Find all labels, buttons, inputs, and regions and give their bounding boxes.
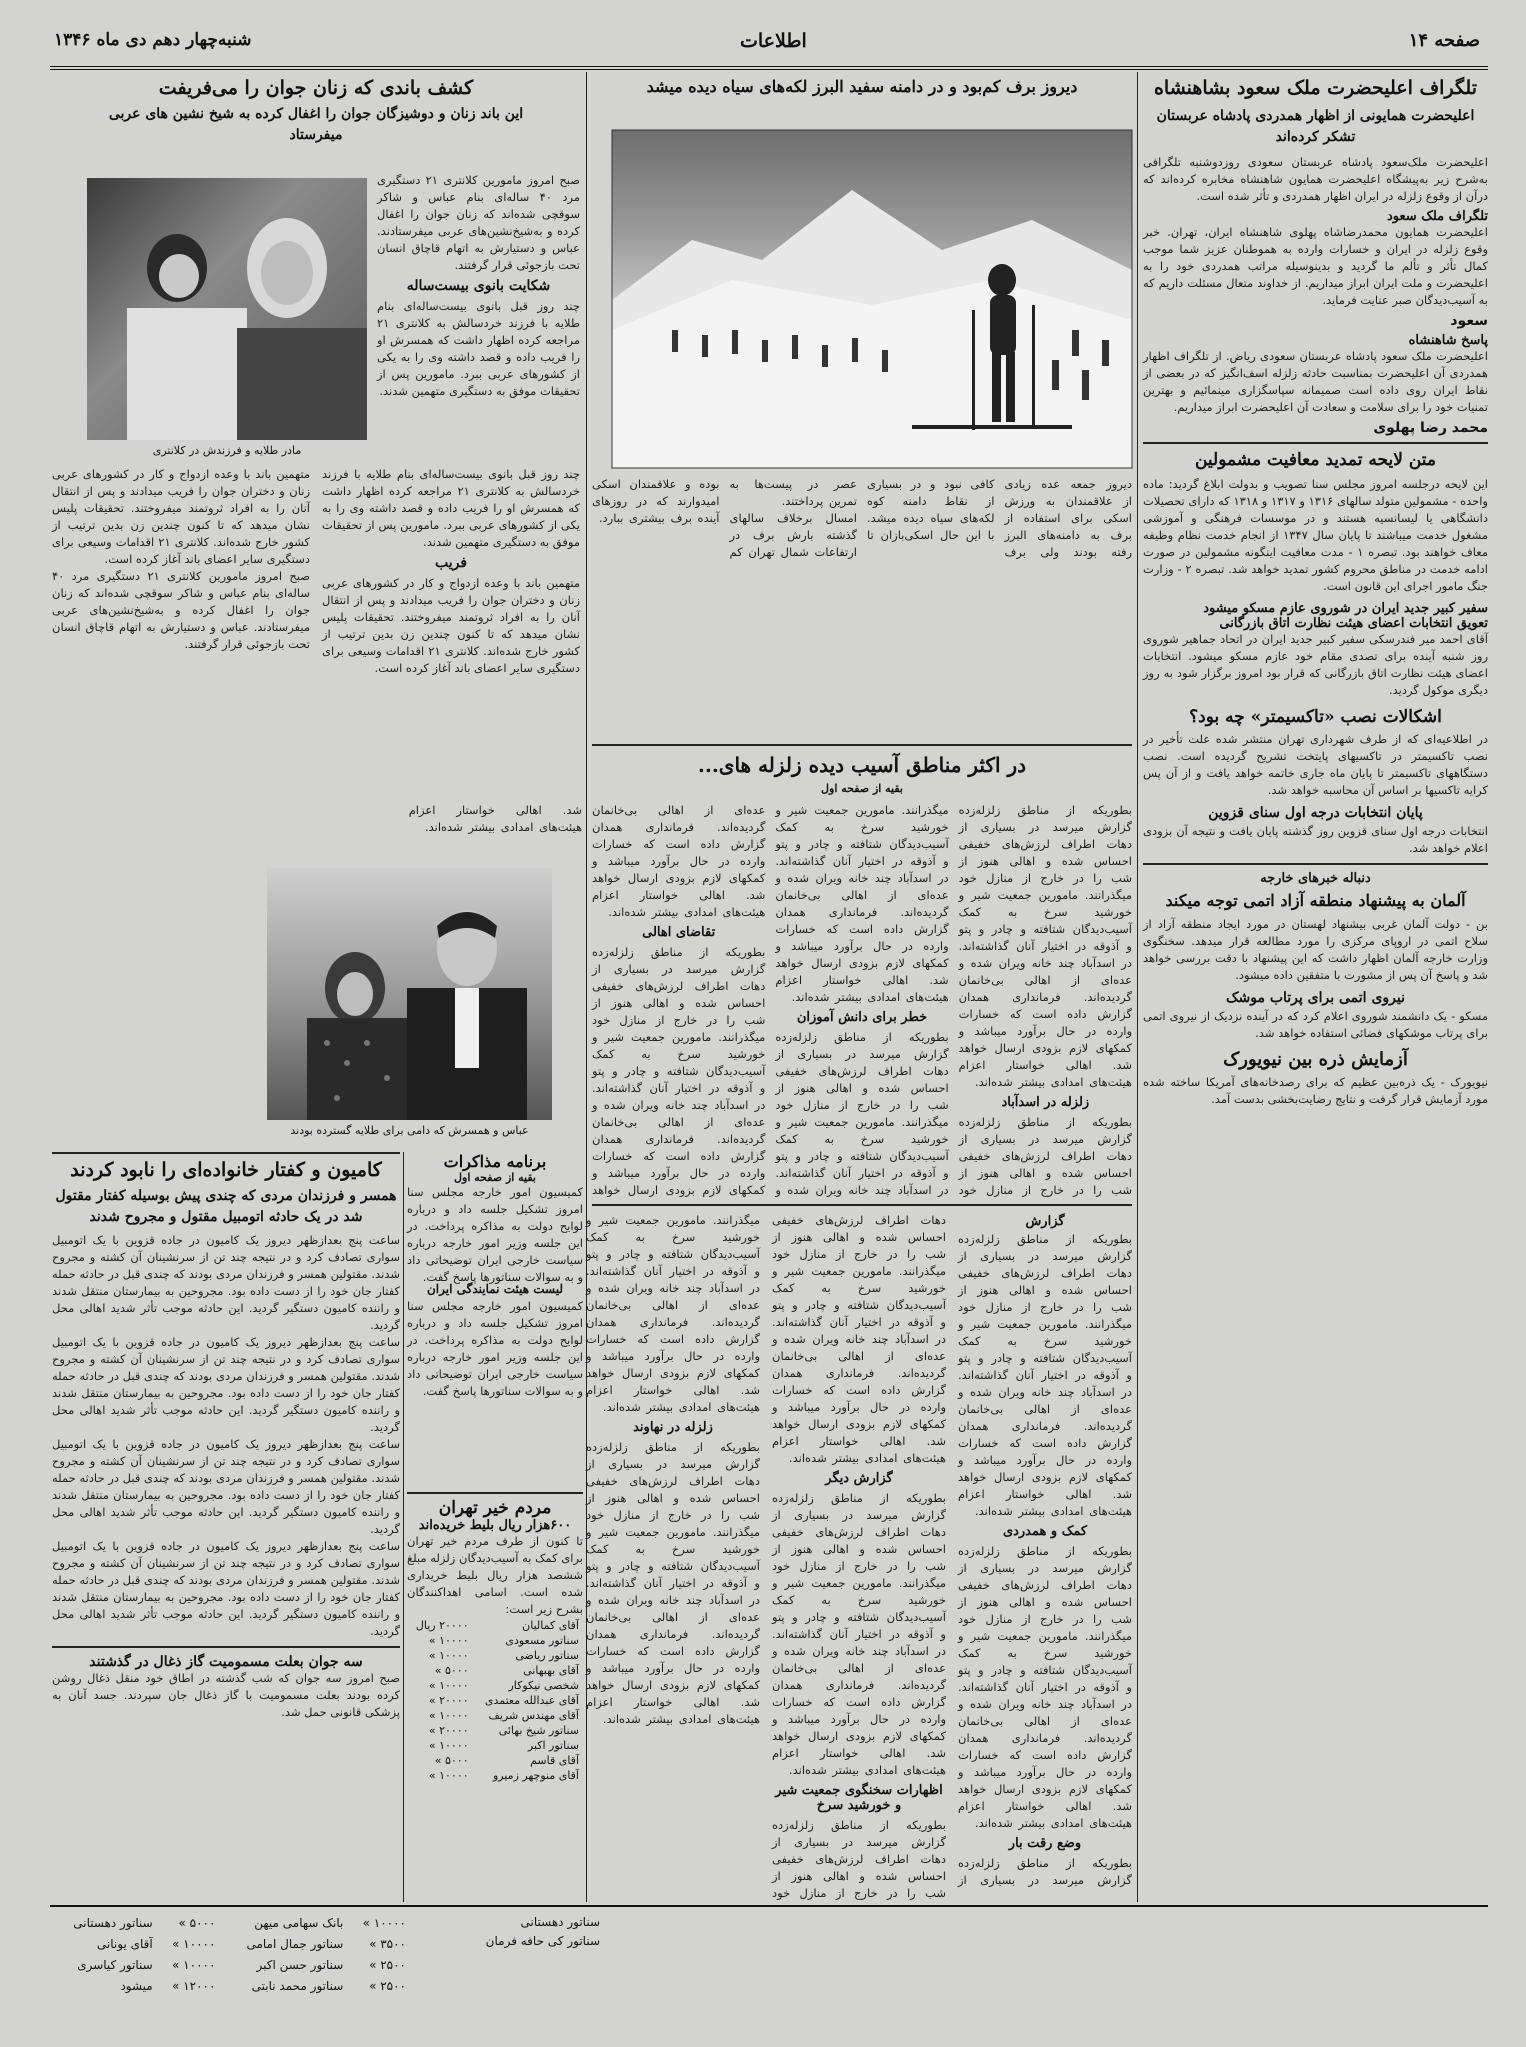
saud-body2: اعلیحضرت همایون محمدرضا‌شاه پهلوی شاهنشاه ایران، تهران. خبر وقوع زلزله در ایران و خسارات وارده به هموطنان عزیز شما موجب کمال تأثر و تألم ما گردید و بدینوسیله مراتب همدردی خود را به اعلیحضرت و ملت ایران ابراز میداریم. از خداوند متعال مسئلت داریم که به آسیب‌دیدگان صبر عنایت فرماید.: [1143, 225, 1488, 307]
table-row: [50, 1976, 410, 1997]
table-cell: ۵۰۰۰ »: [178, 1916, 216, 1930]
donor-amount: ۱۰۰۰۰ »: [428, 1709, 469, 1722]
table-cell: بانک سهامی میهن: [254, 1916, 344, 1930]
column-rule: [1137, 72, 1138, 1902]
couple-art: [267, 868, 552, 1120]
signature-saud: سعود: [1450, 313, 1488, 329]
section-rule: [592, 1204, 1132, 1206]
couple-photo: [267, 868, 552, 1120]
foreign-news-head: دنباله خبرهای خارجه: [1260, 871, 1371, 886]
headline-quake: در اکثر مناطق آسیب دیده زلزله های...: [697, 753, 1027, 777]
donor-amount: ۲۰۰۰۰ »: [428, 1724, 469, 1737]
quake-body: بطوریکه از مناطق زلزله‌زده گزارش میرسد در بسیاری از دهات اطراف لرزش‌های خفیفی احساس شده و اهالی هنوز از شب را در خارج از منازل خود میگذرانند. مامورین جمعیت شیر و خورشید سرخ به کمک آسیب‌دیدگان شتافته و چادر و پتو و آذوقه در اختیار آنان گذاشته‌اند. در اسدآباد چند خانه ویران شده و عده‌ای از اهالی بی‌خانمان گردیده‌اند. فرمانداری همدان گزارش داده است که خسارات وارده در حال برآورد میباشد و کمکهای لازم بزودی ارسال خواهد شد. اهالی خواستار اعزام هیئت‌های امدادی بیشتر شده‌اند.: [958, 1544, 1132, 1830]
donor-row: [407, 1633, 583, 1648]
table-cell: سناتور دهستانی: [73, 1916, 153, 1930]
donor-amount: ۱۰۰۰۰ »: [428, 1769, 469, 1782]
donor-row: [407, 1723, 583, 1738]
quake-body: بطوریکه از مناطق زلزله‌زده گزارش میرسد در بسیاری از دهات اطراف لرزش‌های خفیفی احساس شده و اهالی هنوز از شب را در خارج از منازل خود میگذرانند. مامورین جمعیت شیر و خورشید سرخ به کمک آسیب‌دیدگان شتافته و چادر و پتو و آذوقه در اختیار آنان گذاشته‌اند. در اسدآباد چند خانه ویران شده و عده‌ای از اهالی بی‌خانمان گردیده‌اند. فرمانداری همدان گزارش داده است که خسارات وارده در حال برآورد میباشد و کمکهای لازم بزودی ارسال خواهد شد. اهالی خواستار اعزام هیئت‌های امدادی بیشتر شده‌اند.: [775, 803, 1132, 1197]
truck-body: ساعت پنج بعدازظهر دیروز یک کامیون در جاده قزوین با یک اتومبیل سواری تصادف کرد و در نتیجه چند تن از سرنشینان آن کشته و مجروح شدند. مقتولین همسر و فرزندان مردی بودند که چندی قبل در حادثه حمله کفتار جان خود را از دست داده بود. مجروحین به بیمارستان منتقل شدند و راننده کامیون دستگیر گردید. این حادثه موجب تأثر شدید اهالی محل گردید.: [52, 1539, 400, 1638]
table-cell: ۱۰۰۰۰ »: [172, 1937, 216, 1951]
headline-taximeter: اشکالات نصب «تاکسیمتر» چه بود؟: [1189, 707, 1442, 727]
snow-body-b: امسال برخلاف سالهای گذشته بارش برف در ارتفاعات شمال تهران کم بوده و علاقمندان اسکی امیدوارند که در روزهای آینده برف بیشتری ببارد.: [592, 477, 857, 559]
donor-amount: ۵۰۰۰ »: [434, 1754, 469, 1767]
donor-name: سناتور اکبر: [527, 1739, 579, 1752]
column-rule: [403, 1152, 404, 1902]
donor-amount: ۱۰۰۰۰ »: [428, 1739, 469, 1752]
headline-gang: کشف باندی که زنان جوان را می‌فریفت: [158, 77, 474, 99]
gang-body-b: چند روز قبل بانوی بیست‌ساله‌ای بنام طلایه با فرزند خردسالش به کلانتری ۲۱ مراجعه کرده اظهار داشت که همسرش او را فریب داده و قصد داشته وی را به یکی از کشورهای عربی ببرد. مامورین پس از تحقیقات موفق به دستگیری متهمین شدند.: [377, 299, 580, 398]
gang-body-c: متهمین باند با وعده ازدواج و کار در کشورهای عربی زنان و دختران جوان را فریب میدادند و پس از انتقال آنان را به افراد ثروتمند میفروختند. تحقیقات پلیس نشان میدهد که تا کنون چندین زن بدین ترتیب از کشور خارج شده‌اند. کلانتری ۲۱ اقدامات وسیعی برای دستگیری سایر اعضای باند آغاز کرده است.: [322, 576, 580, 675]
woman-child-photo: [87, 178, 367, 440]
lower-left-column: [52, 1152, 400, 1902]
program-follow: بقیه از صفحه اول: [454, 1171, 536, 1184]
quake-sub-8: اظهارات سخنگوی جمعیت شیر و خورشید سرخ: [775, 1783, 943, 1813]
table-cell: ۳۵۰۰ »: [369, 1937, 406, 1951]
donor-amount: ۱۰۰۰۰ »: [428, 1634, 469, 1647]
section-rule: [592, 744, 1132, 746]
quake-body: بطوریکه از مناطق زلزله‌زده گزارش میرسد در بسیاری از دهات اطراف لرزش‌های خفیفی احساس شده و اهالی هنوز از شب را در خارج از منازل خود میگذرانند. مامورین جمعیت شیر و خورشید سرخ به کمک آسیب‌دیدگان شتافته و چادر و پتو و آذوقه در اختیار آنان گذاشته‌اند. در اسدآباد چند خانه ویران شده و عده‌ای از اهالی بی‌خانمان گردیده‌اند. فرمانداری همدان گزارش داده است که خسارات وارده در حال برآورد میباشد و کمکهای لازم بزودی ارسال خواهد شد. اهالی خواستار اعزام هیئت‌های امدادی بیشتر شده‌اند.: [958, 803, 1132, 1089]
quake-body: بطوریکه از مناطق زلزله‌زده گزارش میرسد در بسیاری از دهات اطراف لرزش‌های خفیفی احساس شده و اهالی هنوز از شب را در خارج از منازل خود میگذرانند. مامورین جمعیت شیر و خورشید سرخ به کمک آسیب‌دیدگان شتافته و چادر و پتو و آذوقه در اختیار آنان گذاشته‌اند. در اسدآباد چند خانه ویران شده و عده‌ای از اهالی بی‌خانمان گردیده‌اند. فرمانداری همدان گزارش داده است که خسارات وارده در حال برآورد میباشد و کمکهای لازم بزودی ارسال خواهد شد. اهالی خواستار اعزام هیئت‌های امدادی بیشتر شده‌اند.: [592, 803, 949, 1197]
right-column: [1143, 76, 1488, 1901]
bottom-table-mid: [420, 1913, 600, 1951]
donor-row: [407, 1693, 583, 1708]
table-cell: ۱۰۰۰۰ »: [172, 1958, 216, 1972]
ski-photo-art: [612, 130, 1132, 468]
newyork-body: نیویورک - یک ذره‌بین عظیم که برای رصدخانه‌های آمریکا ساخته شده مورد آزمایش قرار گرفت و نتایج رضایت‌بخشی بدست آمد.: [1143, 1075, 1488, 1106]
headline-gas: سه جوان بعلت مسمومیت گاز ذغال در گذشتند: [89, 1654, 363, 1670]
donor-name: شخصی نیکوکار: [508, 1679, 579, 1692]
item-head-1: سفیر کبیر جدید ایران در شوروی عازم مسکو میشود: [1203, 601, 1488, 616]
donor-row: [407, 1618, 583, 1633]
donor-row: [407, 1708, 583, 1723]
table-cell: میشود: [120, 1979, 153, 1993]
caption-woman-child: مادر طلایه و فرزندش در کلانتری: [152, 444, 302, 457]
table-cell: سناتور دهستانی: [520, 1915, 600, 1929]
quake-sub-4: گزارش: [1025, 1214, 1065, 1229]
donor-name: آقای مهندس شریف: [488, 1709, 579, 1722]
donor-row: [407, 1738, 583, 1753]
paper-name: اطلاعات: [740, 30, 807, 52]
donor-name: سناتور مسعودی: [505, 1634, 579, 1647]
table-row: [50, 1913, 410, 1934]
people-body: تا کنون از طرف مردم خیر تهران برای کمک به آسیب‌دیدگان زلزله مبلغ ششصد هزار ریال بلیط خریداری شده است. اسامی اهداکنندگان بشرح زیر است:: [407, 1534, 583, 1616]
gang-story-body: [52, 466, 580, 886]
quake-follow: بقیه از صفحه اول: [821, 782, 903, 795]
quake-sub-2: خطر برای دانش آموزان: [796, 1010, 928, 1025]
reply-head: پاسخ شاهنشاه: [1408, 333, 1488, 348]
germany-body: بن - دولت آلمان غربی بیشنهاد لهستان در مورد ایجاد منطقه آزاد از سلاح اتمی در اروپای مرکزی را مورد مطالعه قرار میدهد. سخنگوی وزارت خارجه آلمان اظهار داشت که این پیشنهاد با دقت بررسی خواهد شد و پاسخ آن پس از مشورت با متفقین داده میشود.: [1143, 917, 1488, 982]
truck-body: ساعت پنج بعدازظهر دیروز یک کامیون در جاده قزوین با یک اتومبیل سواری تصادف کرد و در نتیجه چند تن از سرنشینان آن کشته و مجروح شدند. مقتولین همسر و فرزندان مردی بودند که چندی قبل در حادثه حمله کفتار جان خود را از دست داده بود. مجروحین به بیمارستان منتقل شدند و راننده کامیون دستگیر گردید. این حادثه موجب تأثر شدید اهالی محل گردید.: [52, 1437, 400, 1536]
table-cell: ۱۲۰۰۰ »: [172, 1979, 216, 1993]
donor-name: سناتور شیخ بهائی: [498, 1724, 579, 1737]
page-number: صفحه ۱۴: [1408, 30, 1480, 51]
gas-body: صبح امروز سه جوان که شب گذشته در اطاق خود منقل ذغال روشن کرده بودند بعلت مسمومیت با گاز ذغال جان سپردند. جسد آنان به پزشکی قانونی حمل شد.: [52, 1671, 400, 1719]
quake-body: بطوریکه از مناطق زلزله‌زده گزارش میرسد در بسیاری از دهات اطراف لرزش‌های خفیفی احساس شده و اهالی هنوز از شب را در خارج از منازل خود میگذرانند. مامورین جمعیت شیر و خورشید سرخ به کمک آسیب‌دیدگان شتافته و چادر و پتو و آذوقه در اختیار آنان گذاشته‌اند. در اسدآباد چند خانه ویران شده و عده‌ای از اهالی بی‌خانمان گردیده‌اند. فرمانداری همدان گزارش داده است که خسارات وارده در حال برآورد میباشد و کمکهای لازم بزودی ارسال خواهد شد. اهالی خواستار اعزام هیئت‌های امدادی بیشتر شده‌اند.: [958, 1232, 1132, 1518]
shah-reply: اعلیحضرت ملک سعود پادشاه عربستان سعودی ریاض. از تلگراف اظهار همدردی آن اعلیحضرت بمناسبت حادثه زلزله اسف‌انگیز که در بعضی از نقاط ایران روی داده است صمیمانه سپاسگزاری مینمائیم و بهترین تمنیات خود را برای سلامت و سعادت آن اعلیحضرت ابراز میداریم.: [1143, 349, 1488, 414]
missile-body: مسکو - یک دانشمند شوروی اعلام کرد که در آینده نزدیک از نیروی اتمی برای پرتاب موشکهای فضائی استفاده خواهد شد.: [1143, 1009, 1488, 1040]
section-rule: [52, 1646, 400, 1648]
donor-row: [407, 1753, 583, 1768]
donor-name: سناتور ریاضی: [515, 1649, 579, 1662]
ski-photo: [612, 130, 1132, 468]
donor-row: [407, 1648, 583, 1663]
table-cell: سناتور حسن اکبر: [256, 1958, 344, 1972]
signature-shah: محمد رضا پهلوی: [1373, 420, 1488, 436]
taximeter-body: در اطلاعیه‌ای که از طرف شهرداری تهران منتشر شده علت تأخیر در نصب تاکسیمتر در تاکسیهای پایتخت تشریح گردیده است. نصب دستگاههای تاکسیمتر تا پایان ماه جاری خاتمه خواهد یافت و از آن پس کرایه تاکسیها بر اساس آن محاسبه خواهد شد.: [1143, 732, 1488, 797]
snow-story: [592, 476, 1132, 731]
bottom-table-grid: [50, 1913, 410, 1997]
snow-body-a: دیروز جمعه عده زیادی از علاقمندان به ورزش اسکی برای استفاده از برف به دامنه‌های البرز رفته بودند ولی برف کافی نبود و در بسیاری از نقاط دامنه کوه لکه‌های سیاه دیده میشد. با این حال اسکی‌بازان تا عصر در پیست‌ها به تمرین پرداختند.: [729, 477, 1132, 559]
telegraph-head: تلگراف ملک سعود: [1387, 209, 1488, 224]
program-column: [407, 1152, 583, 1902]
quake-sub-6: وضع رقت بار: [1008, 1836, 1082, 1851]
woman-child-art: [87, 178, 367, 440]
headline-law: متن لایحه تمدید معافیت مشمولین: [1194, 450, 1437, 470]
truck-body: ساعت پنج بعدازظهر دیروز یک کامیون در جاده قزوین با یک اتومبیل سواری تصادف کرد و در نتیجه چند تن از سرنشینان آن کشته و مجروح شدند. مقتولین همسر و فرزندان مردی بودند که چندی قبل در حادثه حمله کفتار جان خود را از دست داده بود. مجروحین به بیمارستان منتقل شدند و راننده کامیون دستگیر گردید. این حادثه موجب تأثر شدید اهالی محل گردید.: [52, 1335, 400, 1434]
bottom-table-left: [50, 1913, 410, 1997]
donor-table: [407, 1618, 583, 1783]
table-cell: ۲۵۰۰ »: [369, 1958, 406, 1972]
table-row: [50, 1934, 410, 1955]
donor-amount: ۱۰۰۰۰ »: [428, 1649, 469, 1662]
donor-row: [407, 1768, 583, 1783]
quake-body: بطوریکه از مناطق زلزله‌زده گزارش میرسد در بسیاری از دهات اطراف لرزش‌های خفیفی احساس شده و اهالی هنوز از شب را در خارج از منازل خود میگذرانند. مامورین جمعیت شیر و خورشید سرخ به کمک آسیب‌دیدگان شتافته و چادر و پتو و آذوقه در اختیار آنان گذاشته‌اند. در اسدآباد چند خانه ویران شده و عده‌ای از اهالی بی‌خانمان گردیده‌اند. فرمانداری همدان گزارش داده است که خسارات وارده در حال برآورد میباشد و کمکهای لازم بزودی ارسال خواهد شد. اهالی خواستار اعزام هیئت‌های امدادی بیشتر شده‌اند.: [586, 1440, 760, 1726]
donor-row: [407, 1663, 583, 1678]
left-column: [52, 76, 580, 1151]
table-cell: سناتور کیاسری: [77, 1958, 153, 1972]
table-cell: سناتور کی حافه فرمان: [485, 1934, 600, 1948]
items-body: آقای احمد میر فندرسکی سفیر کبیر جدید ایران در اتحاد جماهیر شوروی روز شنبه آینده برای تصدی مقام خود عازم مسکو میشود. انتخابات اعضای هیئت نظارت اتاق بازرگانی که قرار بود امروز برگزار شود به روز دیگری موکول گردید.: [1143, 632, 1488, 697]
donor-amount: ۲۰۰۰۰ »: [428, 1694, 469, 1707]
gang-body-a: صبح امروز مامورین کلانتری ۲۱ دستگیری مرد ۴۰ ساله‌ای بنام عباس و شاکر سوقچی شده‌اند که زنان جوان را اغفال کرده و به‌شیخ‌نشین‌های عربی میفرستادند. عباس و دستیارش به اتهام قاچاق انسان تحت بازجوئی قرار گرفتند.: [377, 173, 580, 272]
headline-saud: تلگراف اعلیحضرت ملک سعود بشاهنشاه: [1153, 77, 1478, 99]
donor-name: آقای کمالیان: [522, 1619, 579, 1632]
masthead: [50, 26, 1488, 70]
quake-sub-5: کمک و همدردی: [1002, 1524, 1088, 1539]
saud-body1: اعلیحضرت ملک‌سعود پادشاه عربستان سعودی روز‌دوشنبه تلگرافی به‌شرح زیر به‌پیشگاه اعلیحضرت همایون شاهنشاه مخابره کرده‌اند که درآن از وقوع زلزله در ایران اظهار همدردی و تأثر شده است.: [1143, 155, 1488, 203]
program-sub: لیست هیئت نمایندگی ایران: [426, 1282, 563, 1296]
headline-truck: کامیون و کفتار خانواده‌ای را نابود کردند: [70, 1159, 382, 1181]
section-rule: [407, 1492, 583, 1494]
donor-name: آقای قاسم: [530, 1754, 579, 1767]
gang-body-a: صبح امروز مامورین کلانتری ۲۱ دستگیری مرد ۴۰ ساله‌ای بنام عباس و شاکر سوقچی شده‌اند که زنان جوان را اغفال کرده و به‌شیخ‌نشین‌های عربی میفرستادند. عباس و دستیارش به اتهام قاچاق انسان تحت بازجوئی قرار گرفتند.: [52, 569, 310, 651]
quake-body: بطوریکه از مناطق زلزله‌زده گزارش میرسد در بسیاری از دهات اطراف لرزش‌های خفیفی احساس شده و اهالی هنوز از شب را در خارج از منازل خود میگذرانند. مامورین جمعیت شیر و خورشید سرخ به کمک آسیب‌دیدگان شتافته و چادر و پتو و آذوقه در اختیار آنان گذاشته‌اند. در اسدآباد چند خانه ویران شده و عده‌ای از اهالی بی‌خانمان گردیده‌اند. فرمانداری همدان گزارش داده است که خسارات وارده در حال برآورد میباشد و کمکهای لازم بزودی ارسال خواهد شد. اهالی خواستار اعزام هیئت‌های امدادی بیشتر شده‌اند.: [772, 1491, 946, 1777]
subhead-gang: این باند زنان و دوشیزگان جوان را اغفال کرده به شیخ نشین های عربی میفرستاد: [108, 106, 524, 143]
section-rule: [1143, 442, 1488, 444]
headline-newyork: آزمایش ذره بین نیویورک: [1223, 1049, 1408, 1070]
quake-story-continued: [586, 1212, 1132, 1902]
donor-name: آقای بهبهانی: [523, 1664, 579, 1677]
headline-snow: دیروز برف کم‌بود و در دامنه سفید البرز لکه‌های سیاه دیده میشد: [646, 77, 1078, 96]
section-rule: [52, 1152, 400, 1154]
section-rule: [1143, 863, 1488, 865]
gang-sub-b: فریب: [434, 555, 468, 571]
donor-amount: ۵۰۰۰ »: [434, 1664, 469, 1677]
subhead-saud: اعلیحضرت همایونی از اظهار همدردی پادشاه عربستان تشکر کرده‌اند: [1156, 108, 1475, 145]
table-cell: ۲۵۰۰ »: [369, 1979, 406, 1993]
headline-missile: نیروی اتمی برای پرتاب موشک: [1225, 990, 1406, 1006]
donor-amount: ۱۰۰۰۰ »: [428, 1679, 469, 1692]
headline-germany: آلمان به پیشنهاد منطقه آزاد اتمی توجه میکند: [1165, 891, 1466, 910]
table-cell: سناتور محمد نابتی: [251, 1979, 344, 1993]
caption-couple: عباس و همسرش که دامی برای طلایه گسترده بودند: [290, 1124, 529, 1137]
table-cell: سناتور جمال امامی: [246, 1937, 344, 1951]
program-body: کمیسیون امور خارجه مجلس سنا امروز تشکیل جلسه داد و درباره لوایح دولت به مذاکره پرداخت. در این جلسه وزیر امور خارجه درباره سیاست خارجی ایران توضیحاتی داد و به سوالات سناتورها پاسخ گفت.: [407, 1185, 583, 1284]
program-body: کمیسیون امور خارجه مجلس سنا امروز تشکیل جلسه داد و درباره لوایح دولت به مذاکره پرداخت. در این جلسه وزیر امور خارجه درباره سیاست خارجی ایران توضیحاتی داد و به سوالات سناتورها پاسخ گفت.: [407, 1299, 583, 1398]
donor-name: آقای عبدالله معتمدی: [484, 1694, 579, 1707]
quake-body: بطوریکه از مناطق زلزله‌زده گزارش میرسد در بسیاری از دهات اطراف لرزش‌های خفیفی احساس شده و اهالی هنوز از شب را در خارج از منازل خود میگذرانند. مامورین جمعیت شیر و خورشید سرخ به کمک آسیب‌دیدگان شتافته و چادر و پتو و آذوقه در اختیار آنان گذاشته‌اند. در اسدآباد چند خانه ویران شده و عده‌ای از اهالی بی‌خانمان گردیده‌اند. فرمانداری همدان گزارش داده است که خسارات وارده در حال برآورد میباشد و کمکهای لازم بزودی ارسال خواهد شد. اهالی خواستار اعزام هیئت‌های امدادی بیشتر شده‌اند.: [772, 1213, 1132, 1887]
headline-people: مردم خیر تهران: [438, 1498, 552, 1518]
table-cell: ۱۰۰۰۰ »: [362, 1916, 406, 1930]
subhead-truck: همسر و فرزندان مردی که چندی پیش بوسیله کفتار مقتول شد در یک حادثه اتومبیل مقتول و مجروح شدند: [55, 1188, 397, 1225]
quake-body: بطوریکه از مناطق زلزله‌زده گزارش میرسد در بسیاری از دهات اطراف لرزش‌های خفیفی احساس شده و اهالی هنوز از شب را در خارج از منازل خود میگذرانند. مامورین جمعیت شیر و خورشید سرخ به کمک آسیب‌دیدگان شتافته و چادر و پتو و آذوقه در اختیار آنان گذاشته‌اند. در اسدآباد چند خانه ویران شده و عده‌ای از اهالی بی‌خانمان گردیده‌اند. فرمانداری همدان گزارش داده است که خسارات وارده در حال برآورد میباشد و کمکهای لازم بزودی ارسال خواهد شد. اهالی خواستار اعزام هیئت‌های امدادی بیشتر شده‌اند.: [408, 803, 766, 1197]
donor-row: [407, 1678, 583, 1693]
donor-amount: ۲۰۰۰۰ ریال: [415, 1619, 469, 1632]
gang-story-top: [377, 172, 580, 502]
truck-body: ساعت پنج بعدازظهر دیروز یک کامیون در جاده قزوین با یک اتومبیل سواری تصادف کرد و در نتیجه چند تن از سرنشینان آن کشته و مجروح شدند. مقتولین همسر و فرزندان مردی بودند که چندی قبل در حادثه حمله کفتار جان خود را از دست داده بود. مجروحین به بیمارستان منتقل شدند و راننده کامیون دستگیر گردید. این حادثه موجب تأثر شدید اهالی محل گردید.: [52, 1233, 400, 1332]
quake-sub-3: تقاضای اهالی: [642, 925, 716, 940]
quake-body: بطوریکه از مناطق زلزله‌زده گزارش میرسد در بسیاری از دهات اطراف لرزش‌های خفیفی احساس شده و اهالی هنوز از شب را در خارج از منازل خود میگذرانند. مامورین جمعیت شیر و خورشید سرخ به کمک آسیب‌دیدگان شتافته و چادر و پتو و آذوقه در اختیار آنان گذاشته‌اند. در اسدآباد چند خانه ویران شده و عده‌ای از اهالی بی‌خانمان گردیده‌اند. فرمانداری همدان گزارش داده است که خسارات وارده در حال برآورد میباشد و کمکهای لازم بزودی ارسال خواهد شد. اهالی خواستار اعزام هیئت‌های امدادی بیشتر شده‌اند.: [586, 1213, 946, 1900]
donor-name: آقای منوچهر زمیرو: [492, 1769, 579, 1782]
gang-body-b: چند روز قبل بانوی بیست‌ساله‌ای بنام طلایه با فرزند خردسالش به کلانتری ۲۱ مراجعه کرده اظهار داشت که همسرش او را فریب داده و قصد داشته وی را به یکی از کشورهای عربی ببرد. مامورین پس از تحقیقات موفق به دستگیری متهمین شدند.: [322, 467, 580, 549]
quake-sub-9: زلزله در نهاوند: [633, 1420, 713, 1435]
quake-sub-1: زلزله در اسدآباد: [1001, 1095, 1090, 1110]
quake-sub-7: گزارش دیگر: [825, 1471, 893, 1486]
headline-program: برنامه مذاکرات: [443, 1152, 547, 1171]
issue-date: شنبه‌چهار دهم دی ماه ۱۳۴۶: [54, 30, 252, 50]
people-sub: ۶۰۰هزار ریال بلیط خریده‌اند: [418, 1518, 572, 1533]
item-head-2: تعویق انتخابات اعضای هیئت نظارت اتاق بازرگانی: [1219, 616, 1488, 631]
gang-body-c: متهمین باند با وعده ازدواج و کار در کشورهای عربی زنان و دختران جوان را فریب میدادند و پس از انتقال آنان را به افراد ثروتمند میفروختند. تحقیقات پلیس نشان میدهد که تا کنون چندین زن بدین ترتیب از کشور خارج شده‌اند. کلانتری ۲۱ اقدامات وسیعی برای دستگیری سایر اعضای باند آغاز کرده است.: [52, 467, 310, 566]
headline-qazvin: پایان انتخابات درجه اول سنای قزوین: [1208, 805, 1423, 821]
table-row: [50, 1955, 410, 1976]
qazvin-body: انتخابات درجه اول سنای قزوین روز گذشته پایان یافت و نتیجه آن بزودی اعلام خواهد شد.: [1143, 824, 1488, 855]
bottom-donor-table: [50, 1905, 1488, 2032]
gang-sub-a: شکایت بانوی بیست‌ساله: [406, 278, 551, 294]
table-cell: آقای یونانی: [96, 1937, 153, 1951]
law-body: این لایحه درجلسه امروز مجلس سنا تصویب و بدولت ابلاغ گردید: ماده واحده - مشمولین متولد سالهای ۱۳۱۶ و ۱۳۱۷ و ۱۳۱۸ که دارای تحصیلات دانشگاهی یا لیسانسیه هستند و در موسسات فرهنگی و آموزشی مشغول خدمت میباشند تا پایان سال ۱۳۴۷ از انجام خدمت نظام وظیفه معاف خواهند بود. تبصره ۱ - مدت معافیت اینگونه مشمولین در صورت ادامه خدمت در مناطق محروم کشور تمدید خواهد شد. تبصره ۲ - وزارت جنگ مامور اجرای این قانون است.: [1143, 477, 1488, 593]
